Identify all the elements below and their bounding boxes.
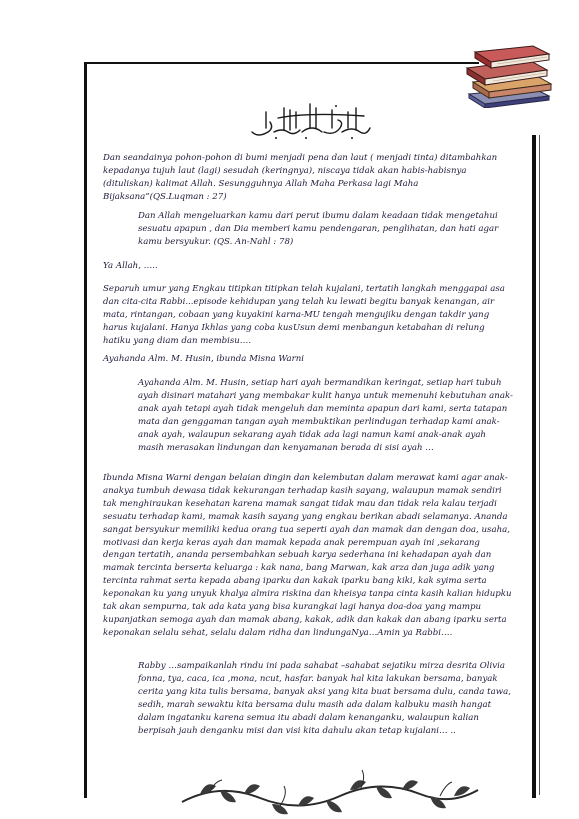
quote-luqman: Dan seandainya pohon-pohon di bumi menjadi pena dan laut ( menjadi tinta) ditambahkan kepadanya tujuh laut (lagi) sesudah (keringnya), niscaya tidak akan habis-habisnya (dituliskan) kalimat Allah. Sesungguhnya Allah Maha Perkasa lagi Maha Bijaksana”(QS.Luqman : 27) xyxy=(103,153,498,202)
parents-heading: Ayahanda Alm. M. Husin, ibunda Misna Warni xyxy=(103,354,305,364)
paragraph-ayahanda: Ayahanda Alm. M. Husin, setiap hari ayah bermandikan keringat, setiap hari tubuh ayah disinari matahari yang membakar kulit hanya untuk memenuhi kebutuhan anak-anak ayah tetapi ayah tidak mengeluh dan meminta apapun dari kami, serta tatapan mata dan genggaman tangan ayah membuktikan perlindugan terhadap kami anak-anak ayah, walaupun sekarang ayah tidak ada lagi namun kami anak-anak ayah masih merasakan lindungan dan kenyamanan berada di sisi ayah … xyxy=(138,378,513,453)
page-border-top xyxy=(84,62,479,64)
vine-ornament-icon xyxy=(180,762,480,818)
basmala-calligraphy-icon xyxy=(248,98,373,142)
page-border-right-inner xyxy=(539,135,540,795)
paragraph-rabby: Rabby …sampaikanlah rindu ini pada sahabat –sahabat sejatiku mirza desrita Olivia fonna, tya, caca, ica ,mona, ncut, hasfar. banyak hal kita lakukan bersama, banyak cerita yang kita tulis bersama, banyak aksi yang kita buat bersama dulu, canda tawa, sedih, marah sewaktu kita bersama dulu masih ada dalam kalbuku masih hangat dalam ingatanku karena semua itu abadi dalam kenanganku, walaupun kalian berpisah jauh denganku misi dan visi kita dahulu akan tetap kujalani… .. xyxy=(138,661,511,736)
paragraph-ibunda: Ibunda Misna Warni dengan belaian dingin dan kelembutan dalam merawat kami agar anak-anakya tumbuh dewasa tidak kekurangan terhadap kasih sayang, walaupun mamak sendiri tak menghiraukan kesehatan karena mamak sangat tidak mau dan tidak rela kalau terjadi sesuatu terhadap kami, mamak kasih sayang yang engkau berikan abadi selamanya. Ananda sangat bersyukur memiliki kedua orang tua seperti ayah dan mamak dan dengan doa, usaha, motivasi dan kerja keras ayah dan mamak kepada anak perempuan ayah ini ,sekarang dengan tertatih, ananda persembahkan sebuah karya sederhana ini kehadapan ayah dan mamak tercinta berserta keluarga : kak nana, bang Marwan, kak arza dan juga adik yang tercinta rahmat serta kepada abang iparku dan kakak iparku bang kiki, kak syima serta keponakan ku yang unyuk khalya almira riskina dan kheisya tanpa cinta kasih kalian hidupku tak akan sempurna, tak ada kata yang bisa kurangkai lagi hanya doa-doa yang mampu kupanjatkan semoga ayah dan mamak abang, kakak, adik dan kakak dan abang iparku serta keponakan selalu sehat, selalu dalam ridha dan lindungaNya…Amin ya Rabbi…. xyxy=(103,473,512,638)
page-border-right xyxy=(532,135,536,798)
prayer-opening: Ya Allah, ….. xyxy=(103,261,158,271)
quote-annahl: Dan Allah mengeluarkan kamu dari perut ibumu dalam keadaan tidak mengetahui sesuatu apapun , dan Dia memberi kamu pendengaran, penglihatan, dan hati agar kamu bersyukur. (QS. An-Nahl : 78) xyxy=(138,211,499,247)
paragraph-separuh: Separuh umur yang Engkau titipkan titipkan telah kujalani, tertatih langkah menggapai asa dan cita-cita Rabbi...episode kehidupan yang telah ku lewati begitu banyak kenangan, air mata, rintangan, cobaan yang kuyakini karna-MU tengah mengujiku dengan takdir yang harus kujalani. Hanya Ikhlas yang coba kusUsun demi menbangun ketabahan di relung hatiku yang diam dan membisu…. xyxy=(103,284,505,346)
books-icon xyxy=(463,42,555,108)
page-border-left xyxy=(84,62,87,798)
